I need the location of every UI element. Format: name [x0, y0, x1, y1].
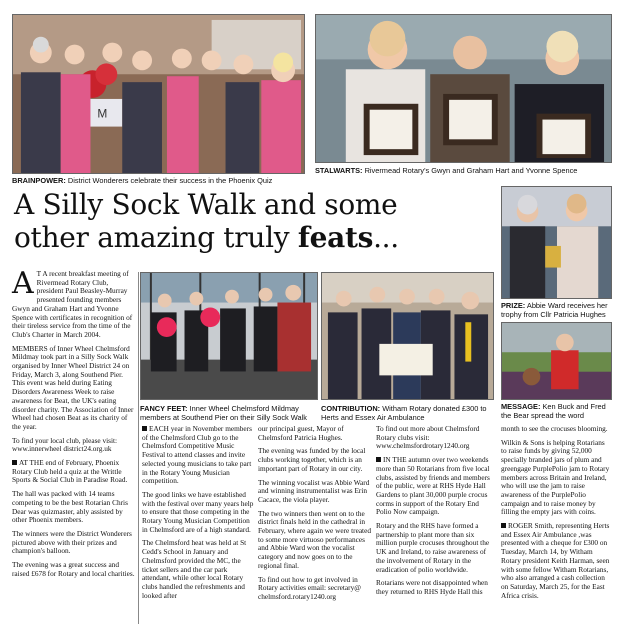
article-paragraph: To find out how to get involved in Rotary activities email: secretary@ chelmsford.rotary1240.org: [258, 574, 361, 601]
article-column-3: [258, 425, 372, 607]
headline-line-2: other amazing truly feats...: [14, 221, 399, 254]
drop-cap: A: [12, 266, 34, 301]
article-column-1: [12, 266, 136, 584]
prize-photo: [501, 186, 612, 299]
article-paragraph: The evening was a great success and raised £678 for Rotary and local charities.: [12, 560, 135, 578]
fancy-feet-caption: FANCY FEET: Inner Wheel Chelmsford Mildmay members at Southend Pier on their Silly Sock Walk: [140, 404, 307, 422]
article-paragraph: EACH year in November members of the Chelmsford Club go to the Chelmsford Competitive Music Festival to attend classes and invite selected young musicians to take part in the Rotary Young Musician competition.: [142, 424, 252, 486]
article-paragraph: our principal guest, Mayor of Chelmsford Patricia Hughes.: [258, 424, 344, 442]
article-paragraph: The winners were the District Wonderers pictured above with their prizes and champion's balloon.: [12, 528, 132, 556]
article-column-5: [501, 425, 612, 605]
article-paragraph: month to see the crocuses blooming.: [501, 424, 608, 433]
article-column-4: [376, 425, 494, 602]
article-paragraph: AT THE end of February, Phoenix Rotary Club held a quiz at the Writtle Sports & Social Club in Paradise Road.: [12, 458, 128, 485]
article-paragraph: The two winners then went on to the district finals held in the cathedral in February, where again we were treated to some more virtuoso performances and Abbie Ward won the vocalist category and now goes on to the regional final.: [258, 508, 371, 570]
bullet-square-icon: [376, 457, 381, 462]
bullet-square-icon: [12, 460, 17, 465]
article-paragraph: Rotary and the RHS have formed a partnership to plant more than six million purple crocuses throughout the UK and Ireland, to raise awareness of the involvement of Rotary in the eradication of polio worldwide.: [376, 521, 490, 574]
column-divider: [138, 272, 139, 624]
fancy-feet-photo: [140, 272, 318, 400]
brainpower-photo: [12, 14, 305, 174]
stalwarts-caption: STALWARTS: Rivermead Rotary's Gwyn and Graham Hart and Yvonne Spence: [315, 166, 578, 175]
article-paragraph: To find out more about Chelmsford Rotary clubs visit: www.chelmsfordrotary1240.org: [376, 424, 480, 451]
svg-text:M: M: [97, 106, 108, 121]
article-paragraph: Rotarians were not disappointed when they returned to RHS Hyde Hall this: [376, 578, 488, 596]
article-paragraph: The winning vocalist was Abbie Ward and winning instrumentalist was Erin Cacace, the viola player.: [258, 477, 370, 504]
brainpower-caption: BRAINPOWER: District Wonderers celebrate their success in the Phoenix Quiz: [12, 176, 273, 185]
article-column-2: [142, 425, 254, 605]
article-paragraph: The Chelmsford heat was held at St Cedd's School in January and Chelmsford provided the MC, the ticket sellers and the car park attendant, while other local Rotary clubs handled the refreshments and looked after: [142, 538, 247, 600]
bullet-square-icon: [142, 426, 147, 431]
prize-caption: PRIZE: Abbie Ward receives her trophy from Cllr Patricia Hughes: [501, 301, 608, 319]
article-paragraph: ROGER Smith, representing Herts and Essex Air Ambulance ,was presented with a cheque for £300 on Tuesday, March 14, by Witham Rotary president Keith Harman, seen with some fellow Witham Rotarians, who also arranged a cash collection on Saturday, March 25, for the East Africa crisis.: [501, 521, 610, 600]
contribution-photo: [321, 272, 494, 400]
headline-line-1: A Silly Sock Walk and some: [14, 188, 398, 221]
headline: [14, 188, 494, 254]
article-paragraph: MEMBERS of Inner Wheel Chelmsford Mildmay took part in a Silly Sock Walk organised by Inner Wheel District 24 on Friday, March 3, along Southend Pier. This event was held during Eating Disorders Awareness Week to raise awareness for Beat, the UK's eating disorder charity. The Association of Inner Wheel had chosen Beat as its charity of the year.: [12, 343, 134, 431]
message-photo: [501, 322, 612, 400]
article-paragraph: IN THE autumn over two weekends more than 50 Rotarians from five local clubs, assisted by friends and members of the public, were at RHS Hyde Hall Gardens to plant 30,000 purple crocus corms in support of the Rotary End Polio Now campaign.: [376, 455, 490, 517]
stalwarts-photo: [315, 14, 612, 163]
article-paragraph: Wilkin & Sons is helping Rotarians to raise funds by giving 52,000 specially branded jars of plum and greengage PurplePolio jam to Rotary members across Britain and Ireland, who will use the jam to raise awareness of the PurplePolio campaign and to raise money by filling the empty jars with coins.: [501, 437, 610, 517]
article-paragraph: To find your local club, please visit: www.innerwheel district24.org.uk: [12, 435, 118, 454]
article-paragraph: The hall was packed with 14 teams competing to be the best Rotarian Chris Dear was quizmaster, ably assisted by other Phoenix members.: [12, 489, 128, 525]
article-paragraph: The evening was funded by the local clubs working together, which is an important part of Rotary in our city.: [258, 446, 366, 473]
article-paragraph: A T A recent breakfast meeting of Rivermead Rotary Club, president Paul Beasley-Murray presented founding members Gwyn and Graham Hart and Yvonne Spence with certificates in recognition of their tireless service from the time of the Club's Charter in March 2004.: [12, 266, 133, 339]
article-paragraph: The good links we have established with the festival over many years help to ensure that those competing in the Rotary Young Musician Competition in Chelmsford are of a high standard.: [142, 489, 254, 534]
bullet-square-icon: [501, 523, 506, 528]
contribution-caption: CONTRIBUTION: Witham Rotary donated £300 to Herts and Essex Air Ambulance: [321, 404, 487, 422]
message-caption: MESSAGE: Ken Buck and Fred the Bear spread the word: [501, 402, 606, 420]
